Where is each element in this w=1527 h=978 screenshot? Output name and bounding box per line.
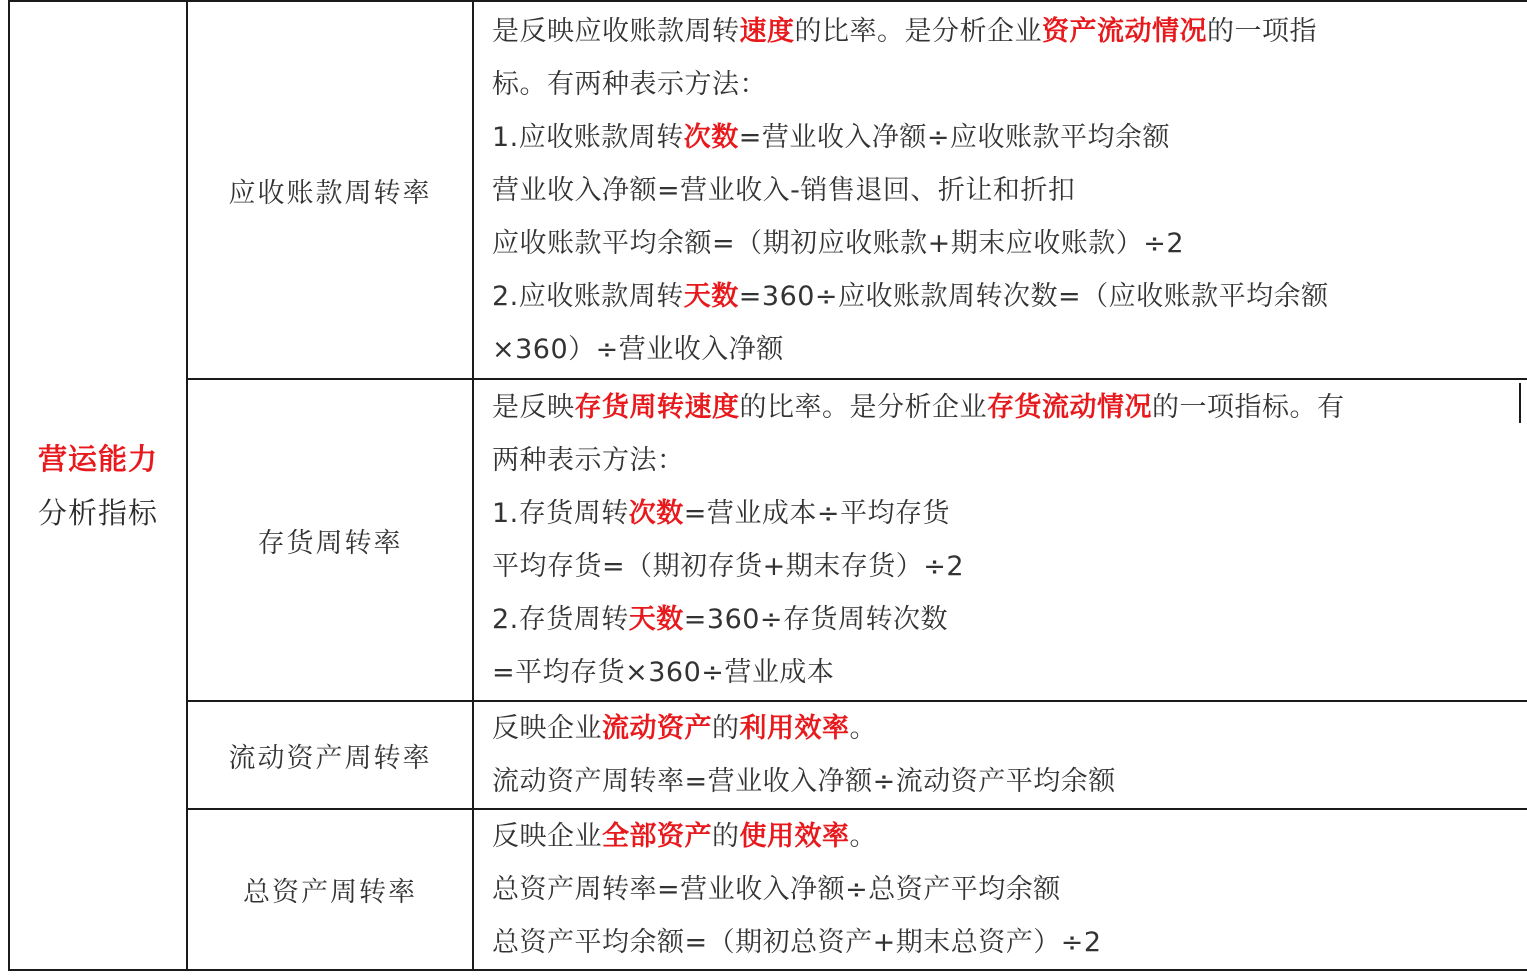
text-segment: 总资产平均余额=（期初总资产+期末总资产）÷2	[492, 927, 1102, 958]
metric-name: 应收账款周转率	[228, 177, 432, 209]
edge-divider	[1519, 383, 1521, 423]
metric-name: 存货周转率	[257, 527, 403, 559]
text-segment: =平均存货×360÷营业成本	[492, 657, 835, 688]
text-segment: 流动资产周转率=营业收入净额÷流动资产平均余额	[492, 766, 1116, 797]
text-segment: 总资产周转率=营业收入净额÷总资产平均余额	[492, 874, 1061, 905]
metric-cell	[187, 701, 473, 809]
table-wrapper	[8, 0, 1527, 971]
text-segment: 的	[712, 821, 740, 852]
text-segment: 2.应收账款周转	[492, 280, 684, 312]
highlighted-term: 天数	[683, 280, 739, 312]
text-segment: 的	[712, 713, 740, 744]
highlighted-term: 存货周转速度	[574, 392, 740, 423]
text-segment: 反映企业	[492, 821, 602, 852]
highlighted-term: 次数	[683, 121, 739, 153]
text-segment: 1.应收账款周转	[492, 121, 684, 153]
text-segment: 营业收入净额=营业收入-销售退回、折让和折扣	[492, 174, 1076, 206]
operating-capacity-table	[8, 0, 1527, 971]
description-line	[492, 755, 1527, 808]
metric-cell	[187, 1, 473, 379]
description-line	[492, 646, 1527, 699]
description-line	[492, 58, 1527, 111]
description-line	[492, 381, 1527, 434]
highlighted-term: 资产流动情况	[1042, 15, 1207, 47]
text-segment: 。	[849, 821, 877, 852]
table-row	[9, 379, 1527, 701]
text-segment: =360÷应收账款周转次数=（应收账款平均余额	[738, 280, 1329, 312]
highlighted-term: 利用效率	[739, 713, 850, 744]
description-line	[492, 593, 1527, 646]
text-segment: 两种表示方法：	[492, 445, 685, 476]
text-segment: 的比率。是分析企业	[739, 392, 987, 423]
description-line	[492, 164, 1527, 217]
text-segment: 的比率。是分析企业	[794, 15, 1042, 47]
text-segment: 平均存货=（期初存货+期末存货）÷2	[492, 551, 965, 582]
text-segment: =360÷存货周转次数	[683, 604, 949, 635]
description-line	[492, 863, 1527, 916]
description-line	[492, 5, 1527, 58]
highlighted-term: 次数	[628, 498, 684, 529]
description-line	[492, 434, 1527, 487]
text-segment: 的一项指标。有	[1152, 392, 1345, 423]
highlighted-term: 天数	[628, 604, 684, 635]
table-row	[9, 1, 1527, 379]
description-line	[492, 487, 1527, 540]
category-cell	[9, 1, 187, 970]
text-segment: 2.存货周转	[492, 604, 629, 635]
description-line	[492, 323, 1527, 376]
description-cell	[473, 809, 1527, 970]
description-line	[492, 810, 1527, 863]
metric-cell	[187, 379, 473, 701]
category-highlight: 营运能力	[37, 441, 158, 476]
highlighted-term: 全部资产	[602, 821, 712, 852]
description-line	[492, 270, 1527, 323]
text-segment: 是反映	[492, 392, 575, 423]
text-segment: 标。有两种表示方法：	[492, 68, 767, 100]
description-line	[492, 217, 1527, 270]
description-cell	[473, 701, 1527, 809]
description-line	[492, 702, 1527, 755]
metric-cell	[187, 809, 473, 970]
text-segment: 。	[849, 713, 877, 744]
table-row	[9, 701, 1527, 809]
category-rest: 分析指标	[37, 495, 158, 530]
text-segment: =营业成本÷平均存货	[683, 498, 951, 529]
text-segment: 的一项指	[1207, 15, 1317, 47]
description-line	[492, 540, 1527, 593]
description-line	[492, 111, 1527, 164]
text-segment: =营业收入净额÷应收账款平均余额	[738, 121, 1171, 153]
description-line	[492, 916, 1527, 969]
text-segment: 1.存货周转	[492, 498, 629, 529]
table-row	[9, 809, 1527, 970]
metric-name: 流动资产周转率	[228, 742, 432, 774]
metric-name: 总资产周转率	[243, 877, 417, 908]
highlighted-term: 存货流动情况	[987, 392, 1152, 423]
text-segment: 应收账款平均余额=（期初应收账款+期末应收账款）÷2	[492, 227, 1185, 259]
description-cell	[473, 1, 1527, 379]
text-segment: 是反映应收账款周转	[492, 15, 740, 47]
description-cell	[473, 379, 1527, 701]
highlighted-term: 速度	[739, 15, 795, 47]
highlighted-term: 流动资产	[602, 713, 712, 744]
text-segment: ×360）÷营业收入净额	[492, 333, 784, 365]
highlighted-term: 使用效率	[739, 821, 850, 852]
text-segment: 反映企业	[492, 713, 602, 744]
